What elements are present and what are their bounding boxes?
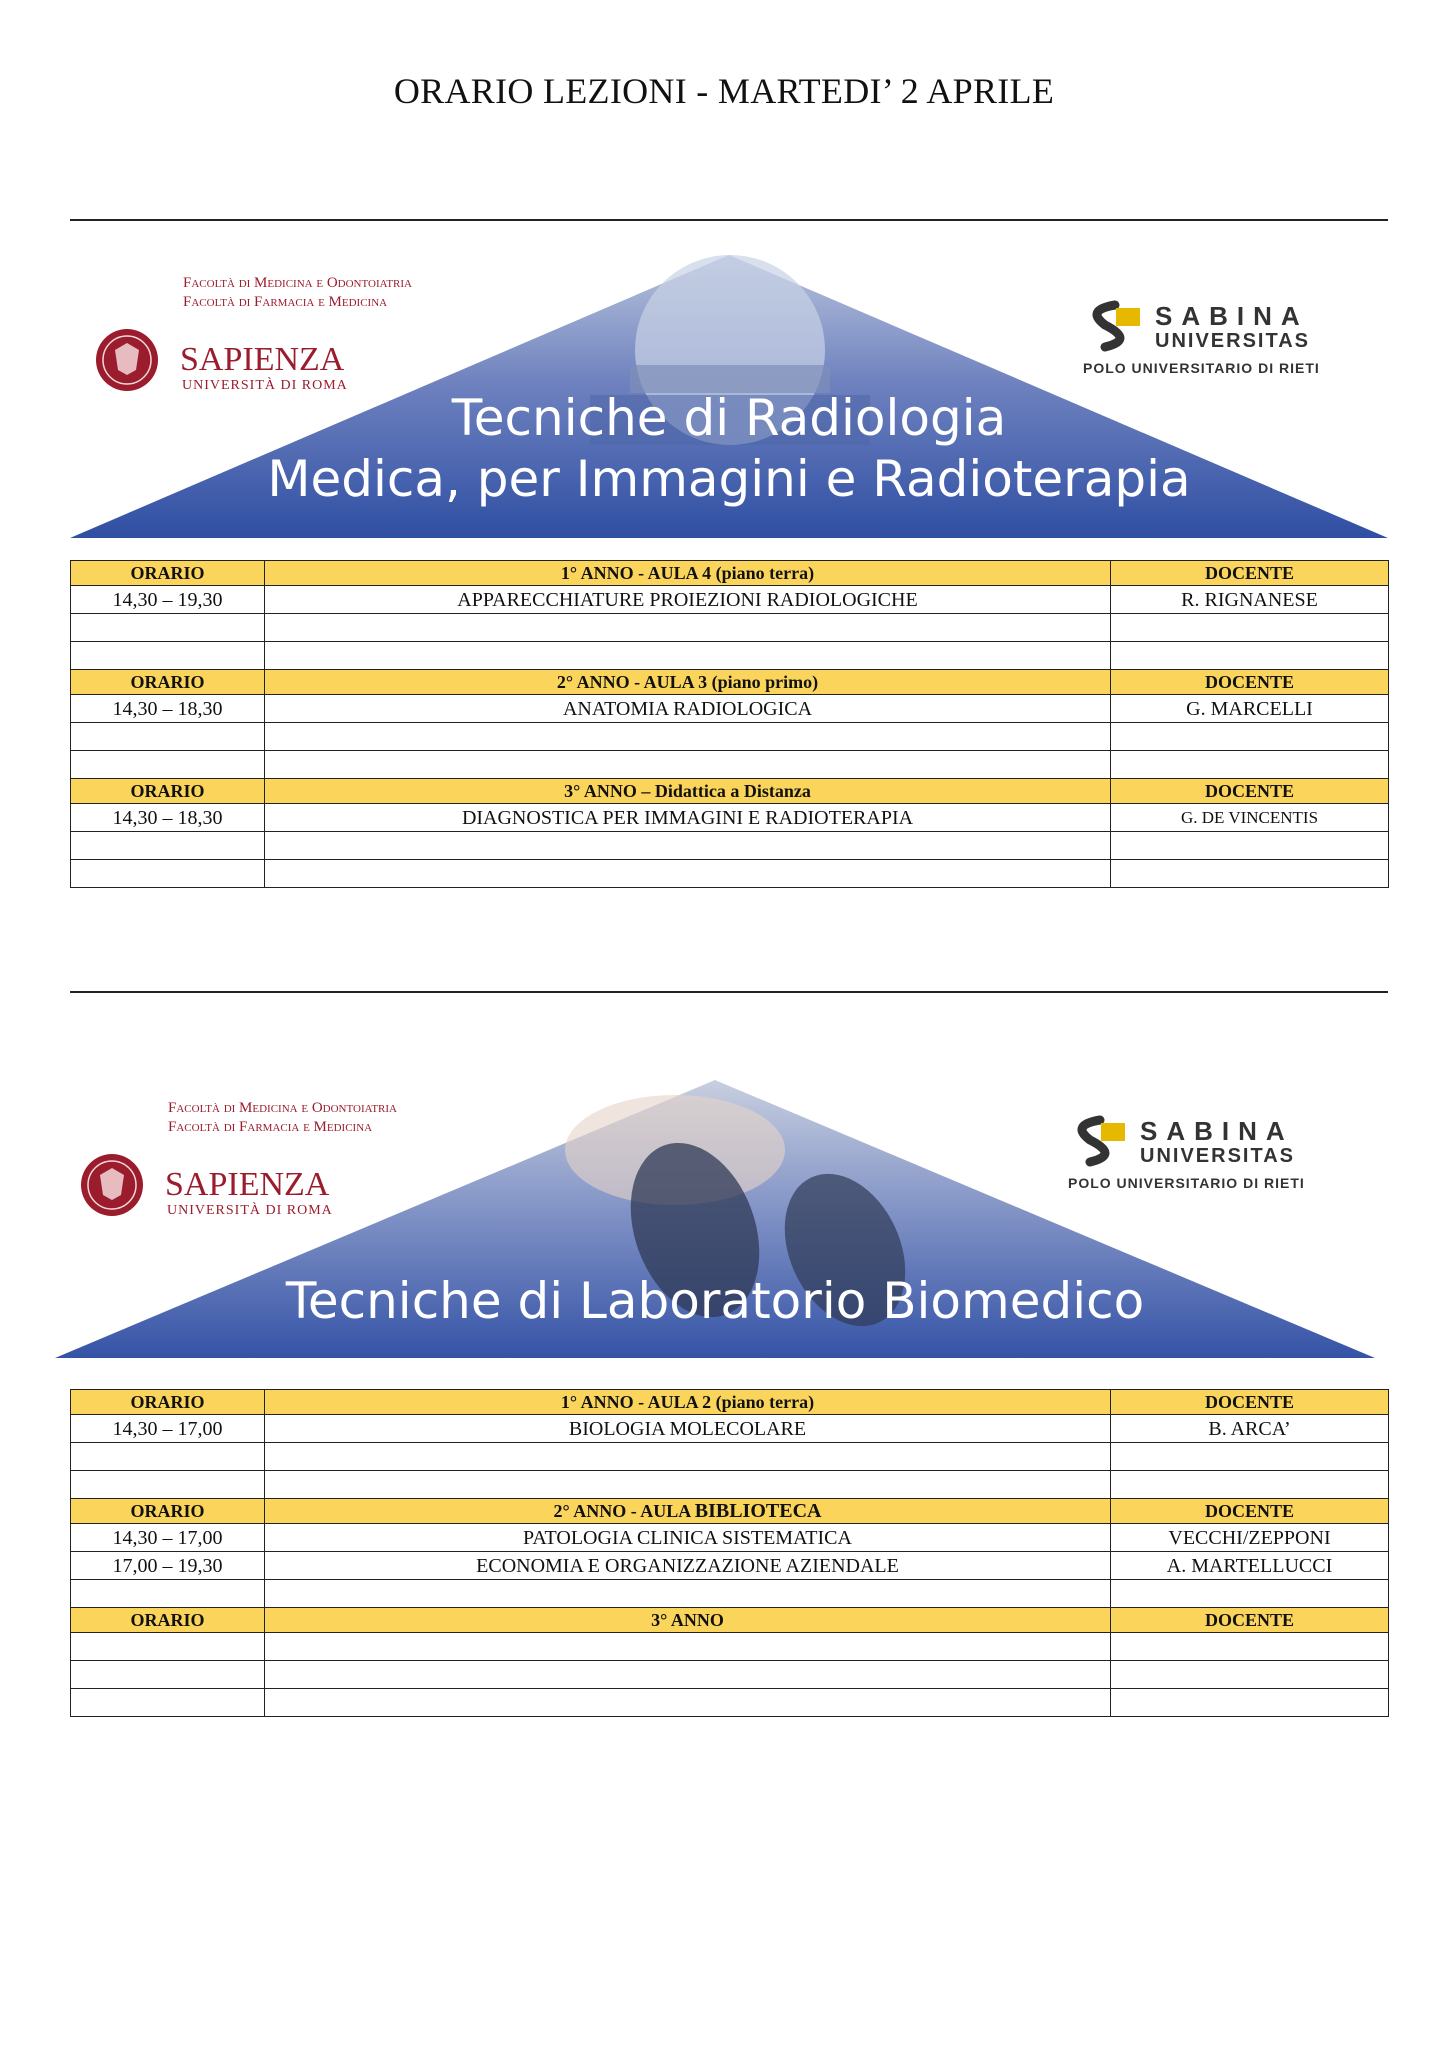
svg-text:Facoltà di Farmacia e Medicina: Facoltà di Farmacia e Medicina	[168, 1119, 373, 1135]
svg-text:UNIVERSITAS: UNIVERSITAS	[1155, 330, 1310, 352]
svg-text:UNIVERSITAS: UNIVERSITAS	[1140, 1145, 1295, 1167]
table-row: 14,30 – 17,00 BIOLOGIA MOLECOLARE B. ARCA’	[71, 1415, 1389, 1443]
table-row	[71, 723, 1389, 751]
table-row: 17,00 – 19,30 ECONOMIA E ORGANIZZAZIONE AZIENDALE A. MARTELLUCCI	[71, 1552, 1389, 1580]
page-title: ORARIO LEZIONI - MARTEDI’ 2 APRILE	[393, 71, 1055, 111]
table-header-row: ORARIO 3° ANNO – Didattica a Distanza DOCENTE	[71, 779, 1389, 804]
table-row	[71, 1471, 1389, 1499]
svg-text:UNIVERSITÀ DI ROMA: UNIVERSITÀ DI ROMA	[182, 378, 348, 393]
table-header-row: ORARIO 2° ANNO - AULA BIBLIOTECA DOCENTE	[71, 1499, 1389, 1524]
svg-text:UNIVERSITÀ DI ROMA: UNIVERSITÀ DI ROMA	[167, 1203, 333, 1218]
svg-text:SAPIENZA: SAPIENZA	[165, 1166, 330, 1203]
table-header-row: ORARIO 3° ANNO DOCENTE	[71, 1608, 1389, 1633]
table-row	[71, 860, 1389, 888]
course-banner-radiologia	[70, 255, 1388, 538]
table-row	[71, 1580, 1389, 1608]
table-row	[71, 751, 1389, 779]
course-banner-laboratorio	[55, 1080, 1375, 1358]
table-row	[71, 1633, 1389, 1661]
table-header-row: ORARIO 1° ANNO - AULA 2 (piano terra) DOCENTE	[71, 1390, 1389, 1415]
table-row	[71, 614, 1389, 642]
svg-text:SABINA: SABINA	[1155, 301, 1309, 331]
table-row: 14,30 – 18,30 ANATOMIA RADIOLOGICA G. MARCELLI	[71, 695, 1389, 723]
sabina-logo	[1068, 1116, 1305, 1191]
table-row	[71, 832, 1389, 860]
svg-text:Facoltà di Medicina e Odontoia: Facoltà di Medicina e Odontoiatria	[168, 1100, 397, 1116]
banner-title-line1: Tecniche di Radiologia	[451, 389, 1007, 447]
table-header-row: ORARIO 2° ANNO - AULA 3 (piano primo) DOCENTE	[71, 670, 1389, 695]
table-row: 14,30 – 17,00 PATOLOGIA CLINICA SISTEMATICA VECCHI/ZEPPONI	[71, 1524, 1389, 1552]
svg-text:SAPIENZA: SAPIENZA	[180, 341, 345, 378]
sapienza-logo	[81, 1100, 397, 1218]
sapienza-logo	[96, 275, 412, 393]
table-row	[71, 1661, 1389, 1689]
sabina-logo	[1083, 301, 1320, 376]
schedule-table-radiologia	[70, 560, 1389, 888]
divider	[70, 991, 1388, 993]
svg-text:SABINA: SABINA	[1140, 1116, 1294, 1146]
divider	[70, 219, 1388, 221]
svg-text:Facoltà di Medicina e Odontoia: Facoltà di Medicina e Odontoiatria	[183, 275, 412, 291]
table-row	[71, 1689, 1389, 1717]
svg-text:POLO UNIVERSITARIO DI RIETI: POLO UNIVERSITARIO DI RIETI	[1068, 1175, 1305, 1191]
table-row	[71, 1443, 1389, 1471]
table-row	[71, 642, 1389, 670]
schedule-table-laboratorio	[70, 1389, 1389, 1717]
table-header-row: ORARIO 1° ANNO - AULA 4 (piano terra) DOCENTE	[71, 561, 1389, 586]
svg-text:Facoltà di Farmacia e Medicina: Facoltà di Farmacia e Medicina	[183, 294, 388, 310]
table-row: 14,30 – 19,30 APPARECCHIATURE PROIEZIONI RADIOLOGICHE R. RIGNANESE	[71, 586, 1389, 614]
svg-text:POLO UNIVERSITARIO DI RIETI: POLO UNIVERSITARIO DI RIETI	[1083, 360, 1320, 376]
banner-title: Tecniche di Laboratorio Biomedico	[285, 1272, 1145, 1330]
banner-title-line2: Medica, per Immagini e Radioterapia	[267, 450, 1191, 508]
table-row: 14,30 – 18,30 DIAGNOSTICA PER IMMAGINI E RADIOTERAPIA G. DE VINCENTIS	[71, 804, 1389, 832]
